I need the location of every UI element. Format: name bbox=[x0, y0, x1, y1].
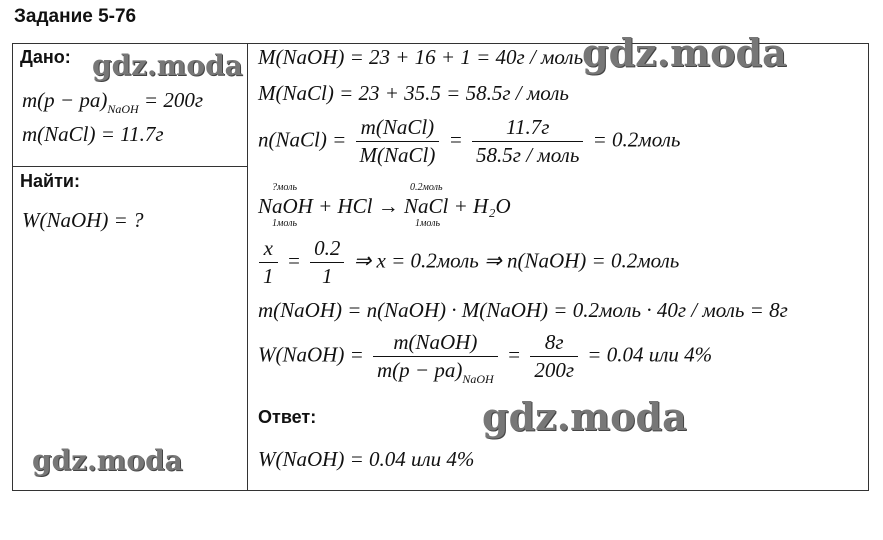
fraction-denominator: 1 bbox=[263, 264, 274, 288]
given-nacl-mass: m(NaCl) = 11.7г bbox=[22, 122, 164, 146]
fraction-numerator: x bbox=[259, 238, 278, 263]
answer-line: W(NaOH) = 0.04 или 4% bbox=[258, 447, 475, 471]
reaction-equation: NaOH + HCl → NaCl + H₂O bbox=[258, 194, 511, 218]
watermark-logo: gdz.moda bbox=[582, 30, 787, 75]
given-mass-value: = 200г bbox=[143, 88, 204, 112]
fraction-denominator: 58.5г / моль bbox=[476, 143, 580, 167]
fraction-values bbox=[472, 117, 583, 166]
mass-fraction-label: W(NaOH) = bbox=[258, 342, 364, 367]
denominator-subscript: NaOH bbox=[462, 372, 494, 386]
fraction-denominator bbox=[373, 357, 498, 386]
watermark-logo: gdz.moda bbox=[32, 444, 183, 477]
mass-fraction-formula bbox=[258, 330, 713, 386]
fraction-numerator: m(NaOH) bbox=[373, 332, 498, 357]
fraction-numerator: 11.7г bbox=[472, 117, 583, 142]
fraction-denominator: 200г bbox=[534, 358, 575, 382]
given-mass-label: m(p − pa) bbox=[22, 88, 108, 112]
find-target: W(NaOH) = ? bbox=[22, 208, 144, 232]
mass-fraction-result: = 0.04 или 4% bbox=[587, 342, 713, 367]
fraction-mass-over-solution bbox=[373, 330, 498, 386]
fraction-denominator: M(NaCl) bbox=[359, 143, 436, 167]
given-mass-subscript: NaOH bbox=[107, 102, 139, 116]
watermark-logo: gdz.moda bbox=[482, 394, 687, 439]
column-divider bbox=[247, 43, 248, 491]
reaction-below-naoh: 1моль bbox=[272, 218, 298, 229]
mass-naoh-calc: m(NaOH) = n(NaOH) · M(NaOH) = 0.2моль · 40г / моль = 8г bbox=[258, 298, 788, 322]
proportion-line bbox=[255, 238, 679, 287]
moles-nacl-result: = 0.2моль bbox=[592, 127, 681, 152]
denominator-text: m(p − pa) bbox=[377, 358, 463, 382]
molar-mass-nacl: M(NaCl) = 23 + 35.5 = 58.5г / моль bbox=[258, 81, 569, 105]
answer-header: Ответ: bbox=[258, 407, 317, 427]
proportion-result: ⇒ x = 0.2моль ⇒ n(NaOH) = 0.2моль bbox=[353, 248, 680, 273]
fraction-numerator: 0.2 bbox=[310, 238, 344, 263]
moles-nacl-formula bbox=[258, 117, 680, 166]
given-header: Дано: bbox=[20, 47, 71, 67]
equals-sign: = bbox=[286, 248, 301, 273]
fraction-x-over-1 bbox=[259, 238, 278, 287]
reaction-above-nacl: 0.2моль bbox=[410, 182, 443, 193]
find-header: Найти: bbox=[20, 171, 80, 191]
watermark-logo: gdz.moda bbox=[92, 49, 243, 82]
molar-mass-naoh: M(NaOH) = 23 + 16 + 1 = 40г / моль bbox=[258, 45, 584, 69]
fraction-0-2-over-1 bbox=[310, 238, 344, 287]
equals-sign: = bbox=[506, 342, 522, 367]
fraction-8-over-200 bbox=[530, 332, 578, 381]
reaction-above-naoh: ?моль bbox=[272, 182, 298, 193]
task-title: Задание 5-76 bbox=[14, 6, 137, 27]
fraction-m-over-M bbox=[356, 117, 440, 166]
moles-nacl-label: n(NaCl) = bbox=[258, 127, 347, 152]
equals-sign: = bbox=[448, 127, 463, 152]
fraction-numerator: m(NaCl) bbox=[356, 117, 440, 142]
given-solution-mass bbox=[22, 88, 204, 116]
fraction-numerator: 8г bbox=[530, 332, 578, 357]
fraction-denominator: 1 bbox=[322, 264, 333, 288]
reaction-below-nacl: 1моль bbox=[415, 218, 441, 229]
row-divider bbox=[12, 166, 247, 167]
